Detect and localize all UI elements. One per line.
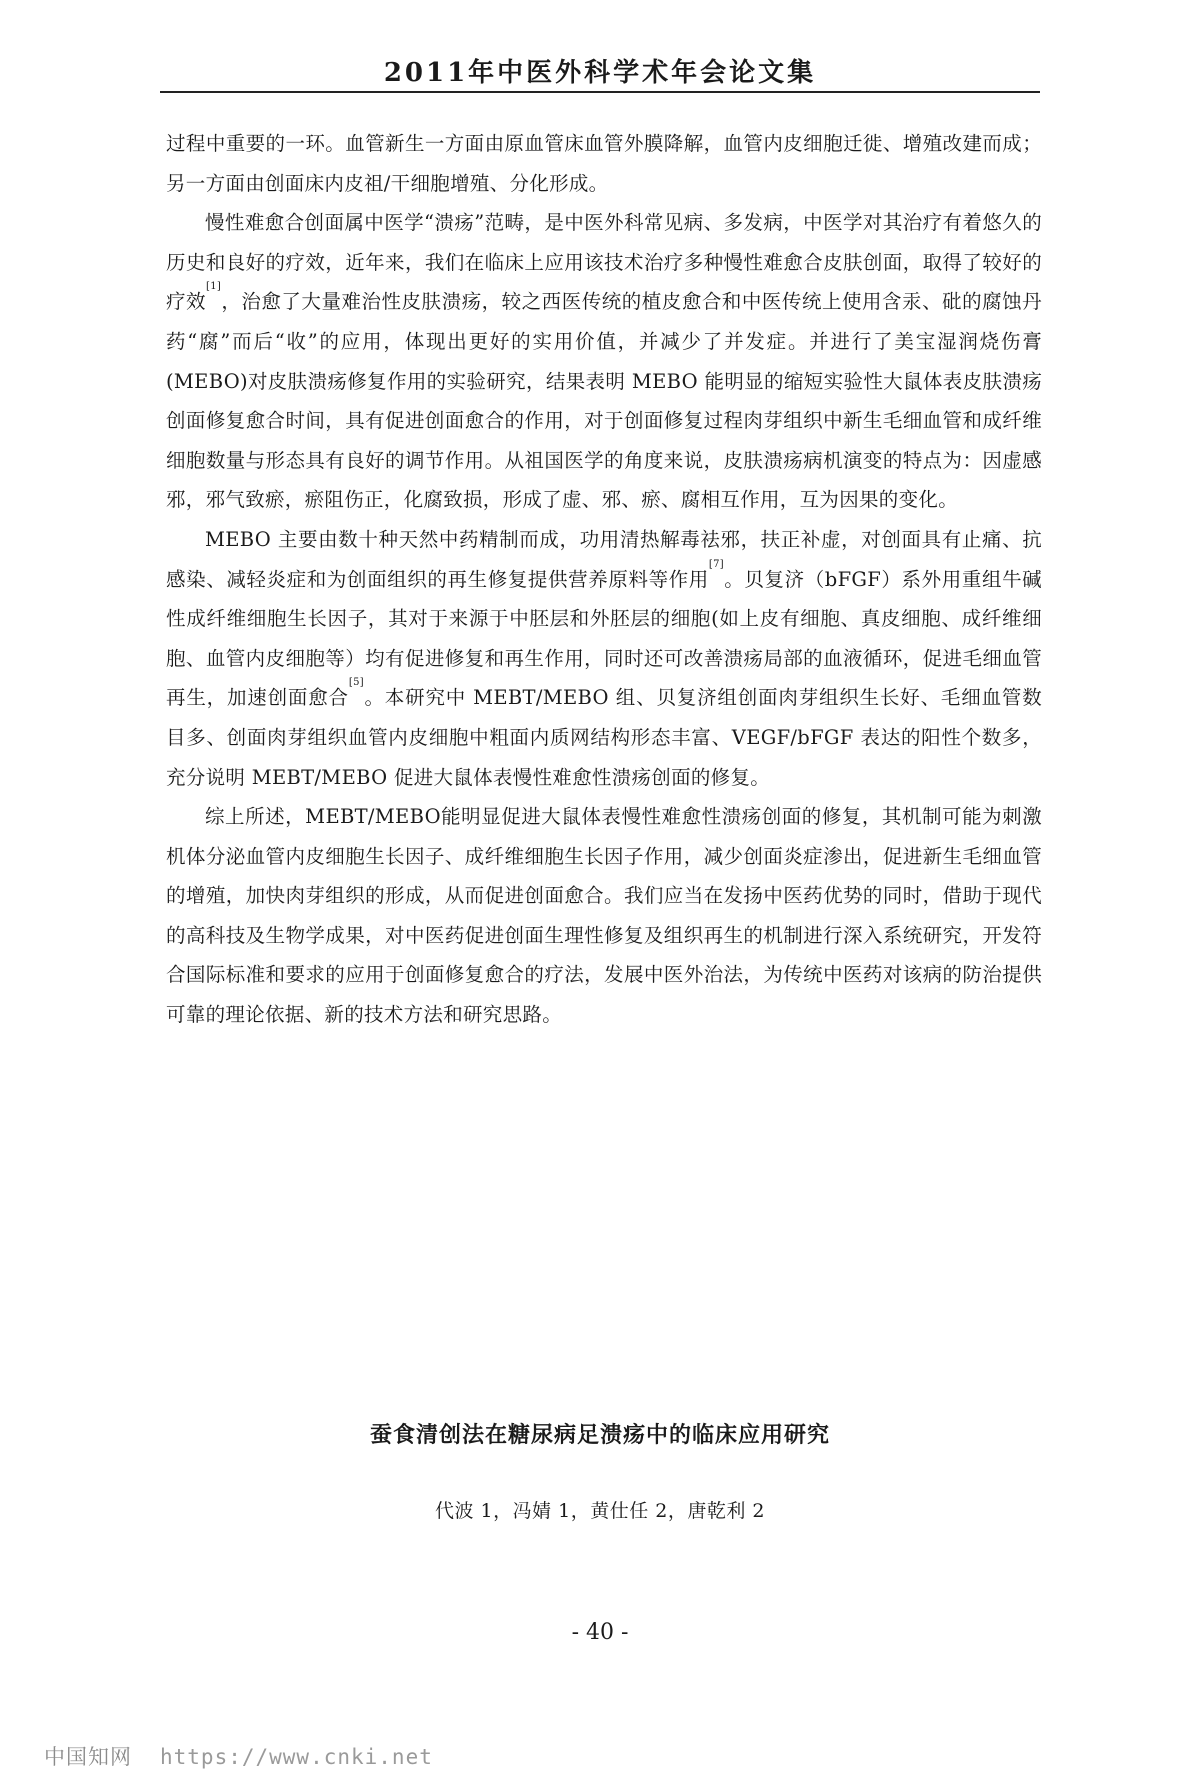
paragraph-text: MEBO 主要由数十种天然中药精制而成，功用清热解毒祛邪，扶正补虚，对创面具有止痛、抗感染、减轻炎症和为创面组织的再生修复提供营养原料等作用 <box>166 527 1042 591</box>
citation-ref: [5] <box>348 677 364 689</box>
article-title: 蚕食清创法在糖尿病足溃疡中的临床应用研究 <box>369 1422 830 1448</box>
paragraph-text: 。贝复济（bFGF）系外用重组牛碱性成纤维细胞生长因子，其对于来源于中胚层和外胚层的细胞(如上皮有细胞、真皮细胞、成纤维细胞、血管内皮细胞等）均有促进修复和再生作用，同时还可改善溃疡局部的血液循环，促进毛细血管再生，加速创面愈合 <box>166 567 1042 710</box>
footer-url: https://www.cnki.net <box>160 1745 433 1769</box>
paragraph <box>166 203 1042 520</box>
paragraph <box>166 124 1042 203</box>
running-header: 2011年中医外科学术年会论文集 <box>383 58 817 88</box>
citation-ref: [7] <box>708 558 724 570</box>
paragraph-text: 综上所述，MEBT/MEBO能明显促进大鼠体表慢性难愈性溃疡创面的修复，其机制可能为刺激机体分泌血管内皮细胞生长因子、成纤维细胞生长因子作用，减少创面炎症渗出，促进新生毛细血管的增殖，加快肉芽组织的形成，从而促进创面愈合。我们应当在发扬中医药优势的同时，借助于现代的高科技及生物学成果，对中医药促进创面生理性修复及组织再生的机制进行深入系统研究，开发符合国际标准和要求的应用于创面修复愈合的疗法，发展中医外治法，为传统中医药对该病的防治提供可靠的理论依据、新的技术方法和研究思路。 <box>166 805 1042 1027</box>
author-list: 代波 1，冯婧 1，黄仕任 2，唐乾利 2 <box>434 1500 765 1522</box>
footer-brand: 中国知网 <box>44 1745 132 1769</box>
paragraph-text: 过程中重要的一环。血管新生一方面由原血管床血管外膜降解，血管内皮细胞迁徙、增殖改建而成；另一方面由创面床内皮祖/干细胞增殖、分化形成。 <box>166 132 1042 195</box>
paragraph <box>166 520 1042 797</box>
paragraph-text: 。本研究中 MEBT/MEBO 组、贝复济组创面肉芽组织生长好、毛细血管数目多、创面肉芽组织血管内皮细胞中粗面内质网结构形态丰富、VEGF/bFGF 表达的阳性个数多，充分说明 MEBT/MEBO 促进大鼠体表慢性难愈性溃疡创面的修复。 <box>166 686 1043 789</box>
paragraph <box>166 797 1042 1035</box>
body-text <box>166 124 1042 1035</box>
footer-watermark <box>44 1741 433 1771</box>
header-rule <box>160 91 1040 93</box>
paragraph-text: 慢性难愈合创面属中医学“溃疡”范畴，是中医外科常见病、多发病，中医学对其治疗有着悠久的历史和良好的疗效，近年来，我们在临床上应用该技术治疗多种慢性难愈合皮肤创面，取得了较好的疗效 <box>166 211 1042 314</box>
citation-ref: [1] <box>206 281 222 293</box>
page-number: - 40 - <box>571 1620 629 1645</box>
paragraph-text: ，治愈了大量难治性皮肤溃疡，较之西医传统的植皮愈合和中医传统上使用含汞、砒的腐蚀丹药“腐”而后“收”的应用，体现出更好的实用价值，并减少了并发症。并进行了美宝湿润烧伤膏(MEBO)对皮肤溃疡修复作用的实验研究，结果表明 MEBO 能明显的缩短实验性大鼠体表皮肤溃疡创面修复愈合时间，具有促进创面愈合的作用，对于创面修复过程肉芽组织中新生毛细血管和成纤维细胞数量与形态具有良好的调节作用。从祖国医学的角度来说，皮肤溃疡病机演变的特点为：因虚感邪，邪气致瘀，瘀阻伤正，化腐致损，形成了虚、邪、瘀、腐相互作用，互为因果的变化。 <box>166 290 1042 512</box>
